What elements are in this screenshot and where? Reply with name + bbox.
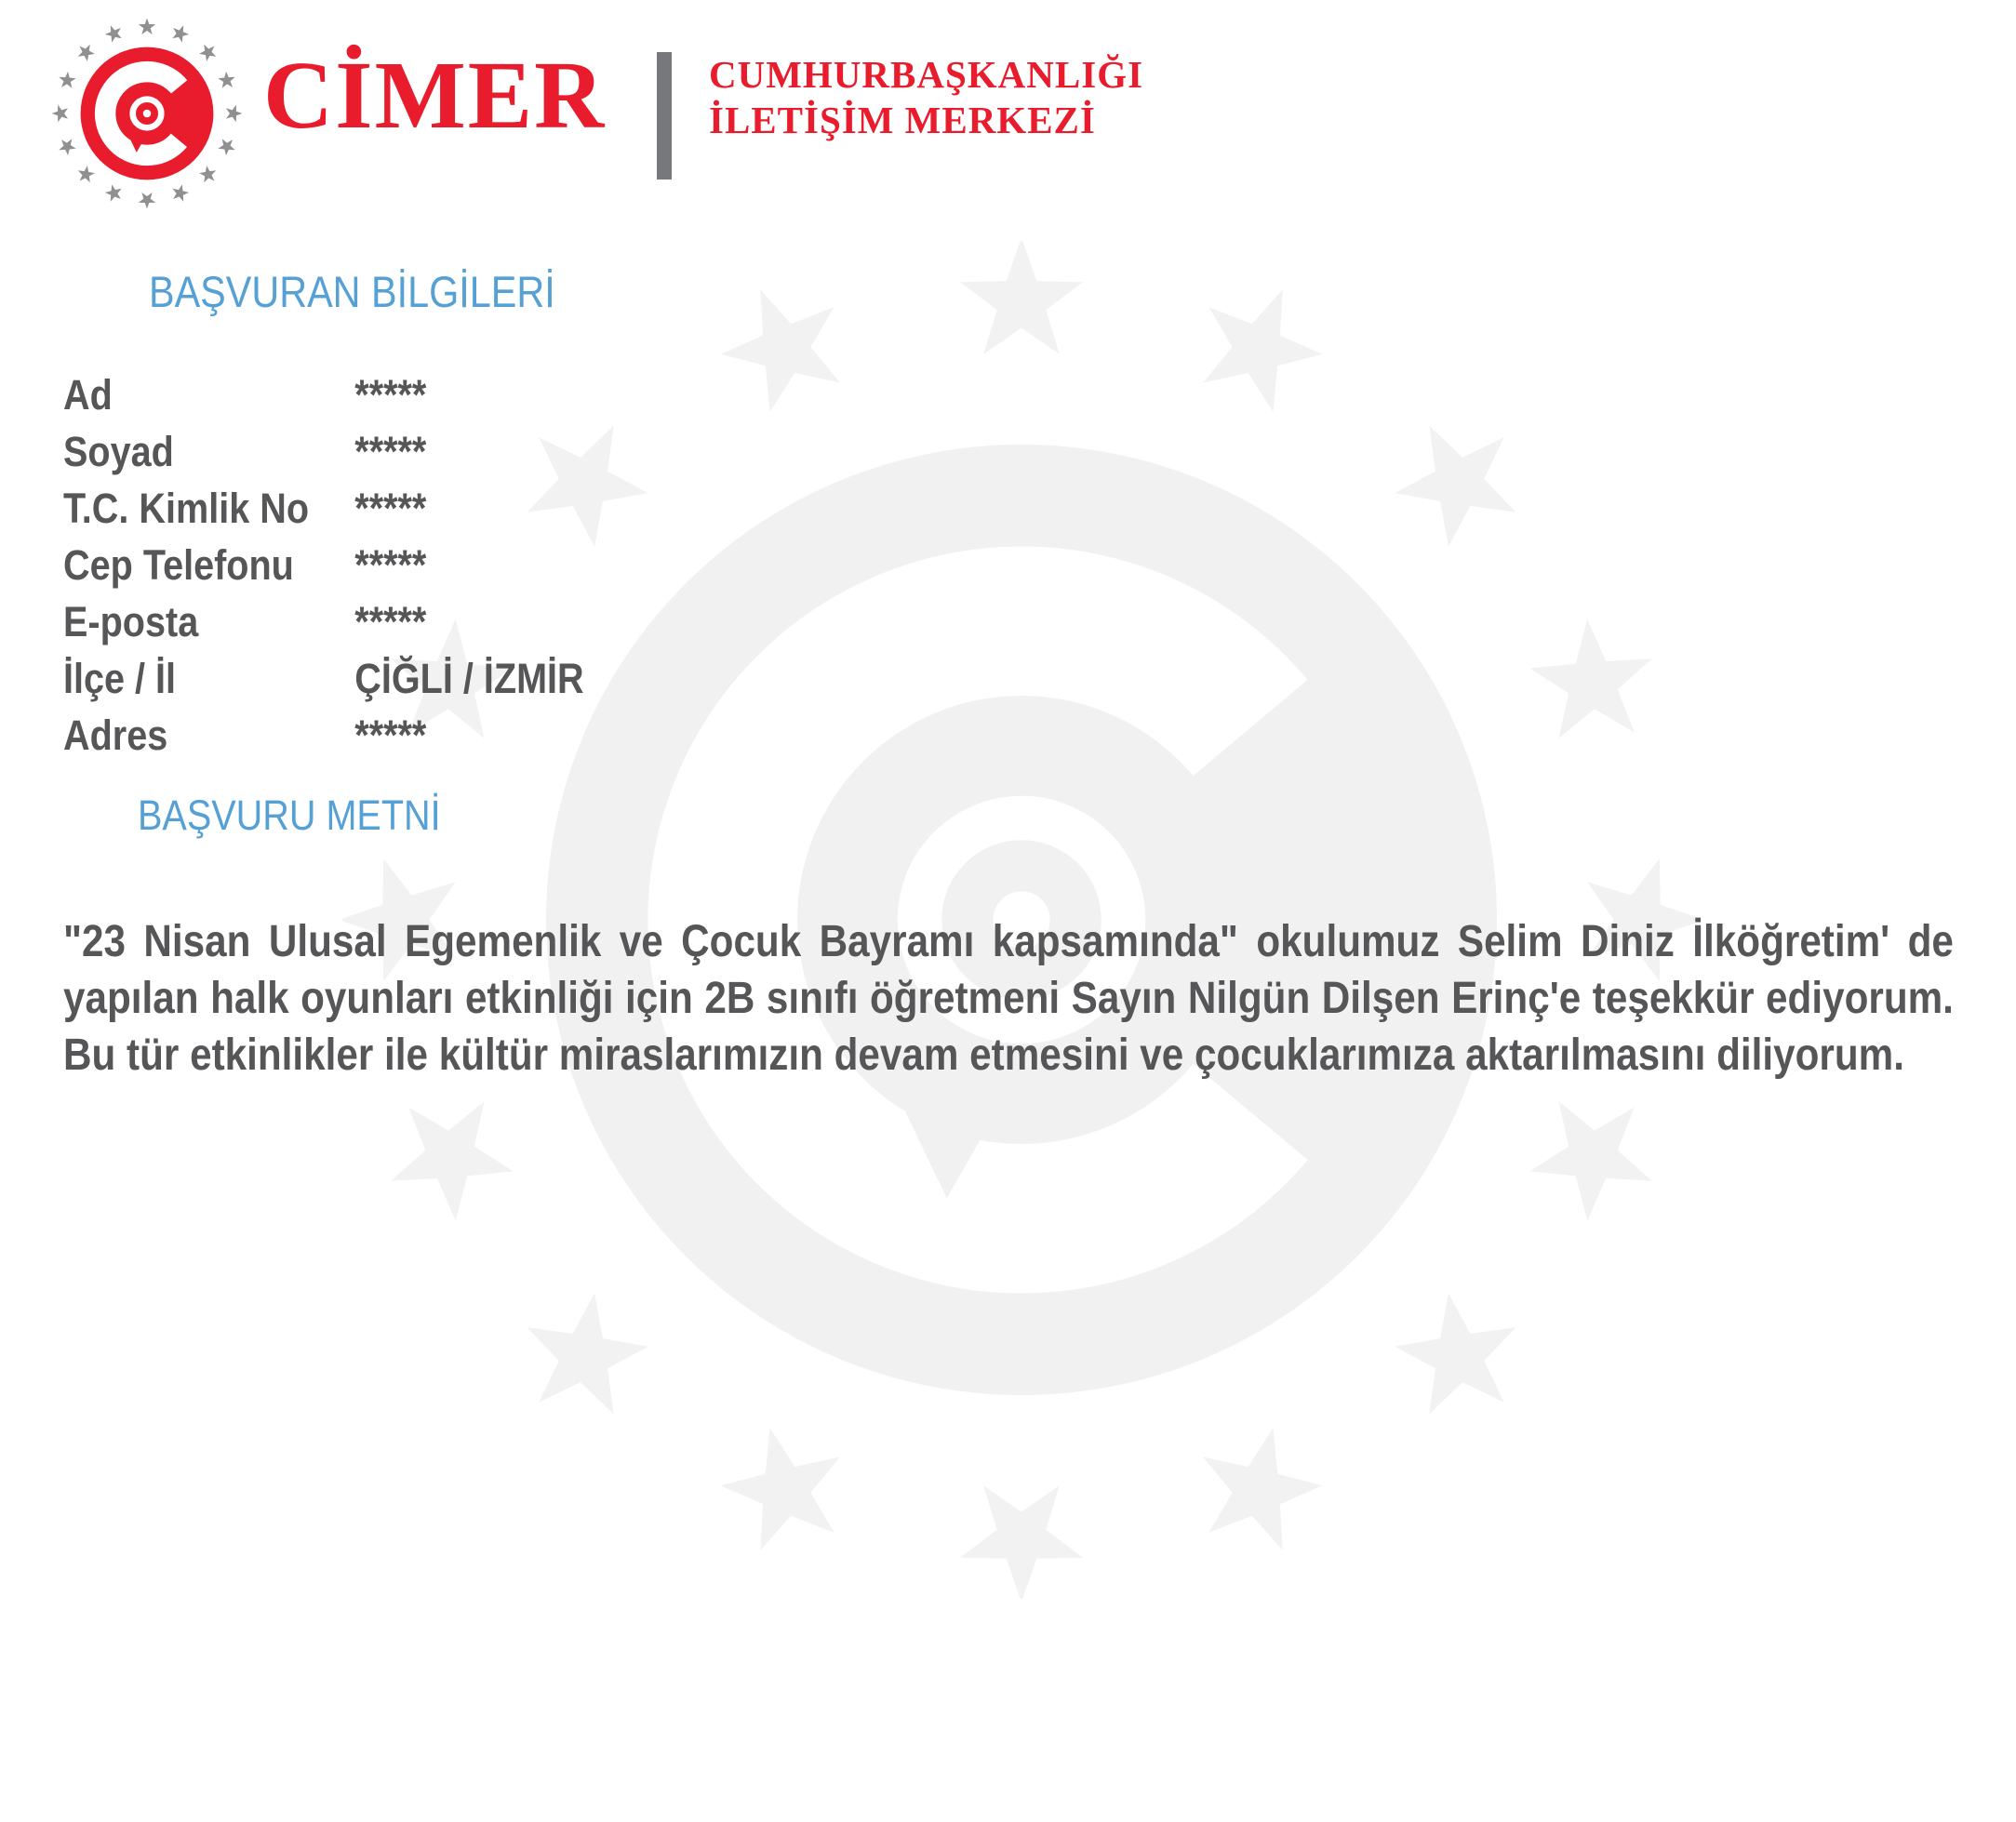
cimer-logo-icon (52, 19, 242, 208)
field-label: İlçe / İl (63, 655, 177, 702)
field-label: Adres (63, 712, 168, 759)
application-section-title: BAŞVURU METNİ (138, 791, 441, 839)
applicant-section-title: BAŞVURAN BİLGİLERİ (149, 267, 555, 316)
field-label: E-posta (63, 598, 199, 645)
field-value: ***** (354, 712, 427, 759)
field-row-ad (63, 366, 1954, 423)
org-name-line2: İLETİŞİM MERKEZİ (709, 99, 1096, 141)
field-row-soyad (63, 423, 1954, 480)
applicant-fields (63, 366, 1954, 764)
section-bullet-square (84, 797, 124, 837)
field-row-tc-kimlik-no (63, 480, 1954, 537)
field-label: Cep Telefonu (63, 541, 294, 589)
header-divider (657, 52, 672, 180)
field-row-e-posta (63, 593, 1954, 650)
field-value: ***** (354, 598, 427, 645)
field-row-cep-telefonu (63, 537, 1954, 593)
field-label: Ad (63, 371, 113, 419)
field-value: ***** (354, 541, 427, 589)
field-label: Soyad (63, 428, 174, 475)
field-value: ***** (354, 485, 427, 532)
field-value: ***** (354, 428, 427, 475)
application-text: "23 Nisan Ulusal Egemenlik ve Çocuk Bayramı kapsamında" okulumuz Selim Diniz İlköğretim' de yapılan halk oyunları etkinliği için 2B sınıfı öğretmeni Sayın Nilgün Dilşen Erinç'e teşekkür ediyorum. Bu tür etkinlikler ile kültür miraslarımızın devam etmesini ve çocuklarımıza aktarılmasını diliyorum. (63, 917, 1954, 1080)
field-value: ***** (354, 371, 427, 419)
org-name (709, 52, 1143, 143)
field-row-adres (63, 707, 1954, 764)
cimer-wordmark: CİMER (263, 42, 607, 149)
field-label: T.C. Kimlik No (63, 485, 310, 532)
section-bullet-square (81, 271, 125, 314)
field-row-ilce-il (63, 650, 1954, 707)
field-value: ÇİĞLİ / İZMİR (354, 655, 584, 702)
org-name-line1: CUMHURBAŞKANLIĞI (709, 53, 1144, 96)
